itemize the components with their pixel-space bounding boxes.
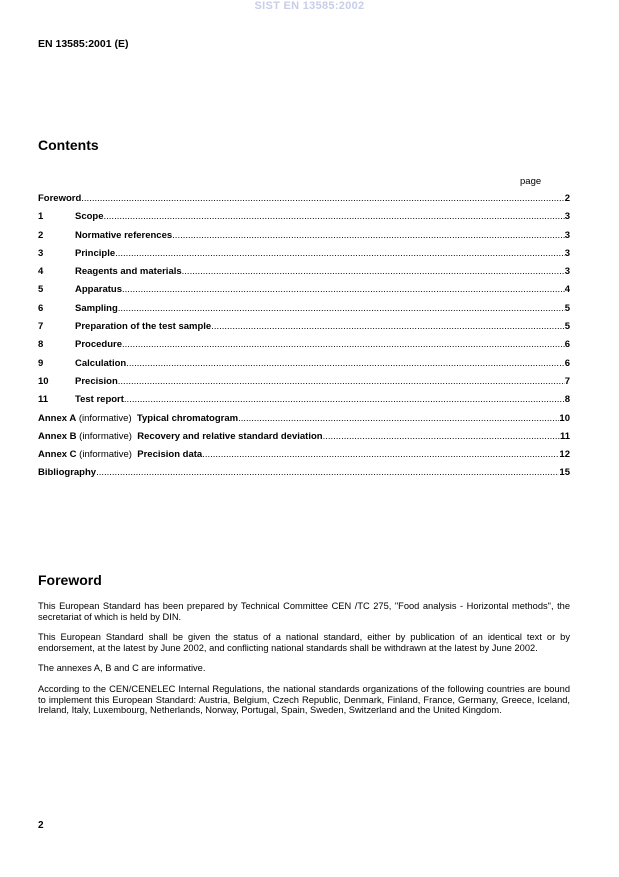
toc-entry-number: 5	[38, 284, 44, 296]
toc-entry[interactable]	[38, 321, 570, 339]
toc-entry-title: Typical chromatogram	[136, 412, 239, 424]
toc-entry-page: 10	[559, 412, 570, 424]
toc-entry-page: 7	[564, 375, 570, 387]
toc-entry-title: Principle	[75, 247, 116, 259]
toc-entry[interactable]	[38, 449, 570, 467]
watermark: SIST EN 13585:2002	[254, 0, 365, 12]
toc-entry-number: 2	[38, 229, 44, 241]
toc-entry[interactable]	[38, 431, 570, 449]
toc-entry[interactable]	[38, 266, 570, 284]
toc-dot-leader	[104, 211, 565, 222]
toc-entry[interactable]	[38, 303, 570, 321]
toc-dot-leader	[211, 321, 565, 332]
table-of-contents	[38, 193, 570, 486]
toc-entry-title: Calculation	[75, 357, 127, 369]
toc-entry[interactable]	[38, 211, 570, 229]
toc-dot-leader	[122, 339, 565, 350]
toc-annex-prefix	[38, 431, 137, 442]
page-column-label: page	[520, 176, 542, 187]
toc-entry[interactable]	[38, 339, 570, 357]
toc-entry[interactable]	[38, 284, 570, 302]
toc-entry-page: 3	[564, 266, 570, 278]
page-number: 2	[38, 820, 44, 831]
toc-dot-leader	[118, 376, 565, 387]
toc-entry-title: Sampling	[75, 302, 118, 314]
toc-entry-title: Recovery and relative standard deviation	[137, 430, 323, 442]
toc-entry[interactable]	[38, 230, 570, 248]
toc-annex-label: Annex C	[38, 449, 77, 461]
toc-dot-leader	[126, 358, 565, 369]
toc-dot-leader	[122, 284, 565, 295]
toc-entry-title: Precision data	[137, 449, 203, 461]
toc-entry[interactable]	[38, 358, 570, 376]
contents-heading: Contents	[38, 137, 99, 153]
toc-entry-number: 4	[38, 266, 44, 278]
toc-entry-title: Scope	[75, 211, 104, 223]
toc-entry[interactable]	[38, 376, 570, 394]
toc-entry-title: Test report	[75, 394, 124, 406]
toc-entry[interactable]	[38, 248, 570, 266]
toc-annex-label: Annex A	[38, 412, 77, 424]
toc-entry-title: Normative references	[75, 229, 173, 241]
toc-entry-title: Precision	[75, 375, 118, 387]
toc-entry-title: Preparation of the test sample	[75, 321, 212, 333]
toc-dot-leader	[124, 394, 565, 405]
toc-entry-title: Bibliography	[38, 467, 97, 479]
toc-dot-leader	[118, 303, 565, 314]
foreword-paragraph: This European Standard has been prepared by Technical Committee CEN /TC 275, "Food analysis - Horizontal methods", the secretariat of which is held by DIN.	[38, 601, 570, 622]
toc-entry-title: Foreword	[38, 193, 82, 204]
toc-entry-page: 3	[564, 229, 570, 241]
toc-entry-number: 9	[38, 357, 44, 369]
toc-entry-number: 3	[38, 247, 44, 259]
toc-dot-leader	[115, 248, 565, 259]
toc-annex-prefix	[38, 449, 137, 460]
toc-entry-page: 15	[559, 467, 570, 479]
toc-entry-number: 1	[38, 211, 44, 223]
document-id: EN 13585:2001 (E)	[38, 38, 129, 50]
toc-entry-page: 3	[564, 247, 570, 259]
toc-entry-title: Reagents and materials	[75, 266, 182, 278]
toc-dot-leader	[81, 193, 564, 204]
toc-dot-leader	[202, 449, 559, 460]
toc-annex-label: Annex B	[38, 430, 77, 442]
toc-entry-page: 4	[564, 284, 570, 296]
toc-entry-page: 5	[564, 302, 570, 314]
toc-entry[interactable]	[38, 193, 570, 211]
foreword-paragraph: According to the CEN/CENELEC Internal Regulations, the national standards organizations of the following countries are bound to implement this European Standard: Austria, Belgium, Czech Republic, Denmark, Finland, France, Germany, Greece, Iceland, Ireland, Italy, Luxembourg, Netherlands, Norway, Portugal, Spain, Sweden, Switzerland and the United Kingdom.	[38, 683, 570, 716]
toc-entry-page: 8	[564, 394, 570, 406]
toc-dot-leader	[182, 266, 565, 277]
toc-annex-prefix	[38, 413, 137, 424]
foreword-paragraph: The annexes A, B and C are informative.	[38, 663, 206, 674]
toc-annex-type: (informative)	[76, 412, 137, 424]
toc-entry-number: 10	[38, 375, 49, 387]
toc-entry[interactable]	[38, 413, 570, 431]
toc-annex-type: (informative)	[76, 430, 138, 442]
toc-entry[interactable]	[38, 394, 570, 412]
toc-entry-number: 11	[38, 394, 49, 406]
foreword-heading: Foreword	[38, 572, 102, 588]
toc-dot-leader	[323, 431, 560, 442]
toc-entry-page: 5	[564, 321, 570, 333]
toc-entry-number: 6	[38, 302, 44, 314]
toc-entry-title: Procedure	[75, 339, 122, 351]
toc-entry-page: 2	[564, 193, 570, 204]
toc-entry-number: 7	[38, 321, 44, 333]
toc-entry-page: 6	[564, 357, 570, 369]
toc-entry[interactable]	[38, 467, 570, 485]
toc-dot-leader	[238, 413, 559, 424]
toc-entry-page: 3	[564, 211, 570, 223]
toc-entry-page: 6	[564, 339, 570, 351]
toc-entry-number: 8	[38, 339, 44, 351]
toc-entry-page: 11	[559, 430, 570, 442]
toc-dot-leader	[96, 467, 559, 478]
foreword-paragraph: This European Standard shall be given the status of a national standard, either by publication of an identical text or by endorsement, at the latest by June 2002, and conflicting national standards shall be withdrawn at the latest by June 2002.	[38, 632, 570, 653]
toc-entry-title: Apparatus	[75, 284, 122, 296]
toc-annex-type: (informative)	[76, 449, 138, 461]
foreword-body	[38, 601, 570, 726]
toc-dot-leader	[172, 230, 565, 241]
toc-entry-page: 12	[559, 449, 570, 461]
